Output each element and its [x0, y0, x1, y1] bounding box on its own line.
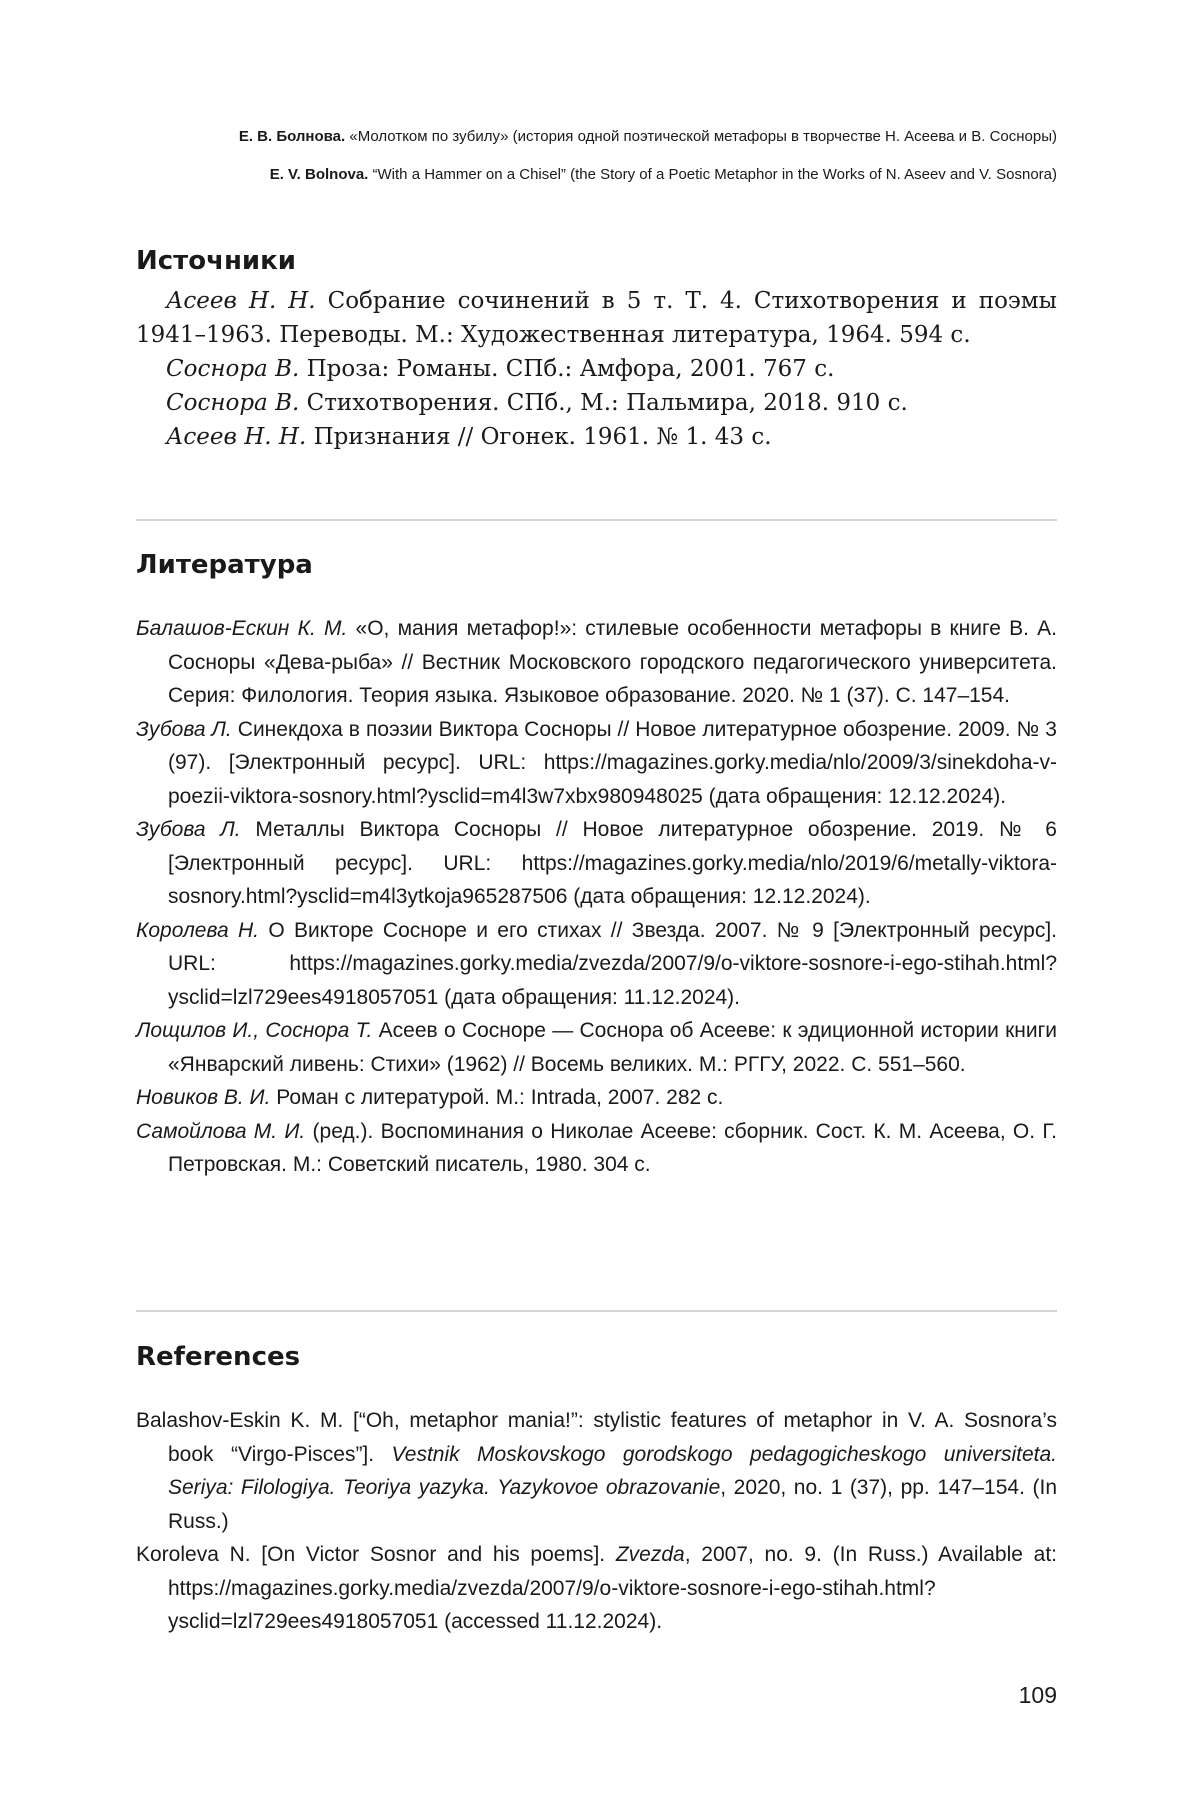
literature-author: Зубова Л. [136, 717, 232, 741]
source-text: Признания // Огонек. 1961. № 1. 43 с. [306, 424, 772, 450]
sources-list [136, 284, 1057, 454]
literature-text: (ред.). Воспоминания о Николае Асееве: сборник. Сост. К. М. Асеева, О. Г. Петровская. М.: Советский писатель, 1980. 304 с. [168, 1119, 1058, 1176]
literature-author: Новиков В. И. [136, 1086, 271, 1109]
source-entry [136, 386, 1057, 420]
running-head-title: «Молотком по зубилу» (история одной поэтической метафоры в творчестве Н. Асеева и В. Сосноры) [345, 128, 1057, 145]
literature-text: Металлы Виктора Сосноры // Новое литературное обозрение. 2019. № 6 [Электронный ресурс]. URL: https://magazines.gorky.media/nlo/2019/6/metally-viktora-sosnory.html?ysclid=m4l3ytkoja965287506 (дата обращения: 12.12.2024). [168, 818, 1057, 908]
source-entry [136, 420, 1057, 454]
reference-journal: Vestnik Moskovskogo gorodskogo pedagogicheskogo universiteta. Seriya: Filologiya. Teoriya yazyka. Yazykovoe obrazovanie [168, 1442, 1057, 1499]
reference-journal: Zvezda [615, 1543, 685, 1566]
literature-author: Королева Н. [136, 918, 259, 942]
literature-author: Зубова Л. [136, 818, 241, 841]
literature-entry [136, 1081, 1057, 1115]
reference-text: Balashov-Eskin K. M. [“Oh, metaphor mania!”: stylistic features of metaphor in V. A. Sosnora’s book “Virgo-Pisces”]. [136, 1409, 1057, 1466]
source-text: Стихотворения. СПб., М.: Пальмира, 2018. 910 с. [299, 390, 908, 416]
source-author: Асеев Н. Н. [166, 424, 307, 450]
literature-author: Самойлова М. И. [136, 1119, 306, 1143]
source-text: Проза: Романы. СПб.: Амфора, 2001. 767 с. [299, 356, 835, 382]
literature-entry [136, 914, 1057, 1015]
source-text: Собрание сочинений в 5 т. Т. 4. Стихотворения и поэмы 1941–1963. Переводы. М.: Художественная литература, 1964. 594 с. [136, 288, 1057, 348]
literature-heading: Литература [136, 550, 313, 580]
literature-text: О Викторе Сосноре и его стихах // Звезда. 2007. № 9 [Электронный ресурс]. URL: https://magazines.gorky.media/zvezda/2007/9/o-viktore-sosnore-i-ego-stihah.html?ysclid=lzl729ees4918057051 (дата обращения: 11.12.2024). [168, 918, 1057, 1009]
references-heading: References [136, 1342, 301, 1372]
literature-author: Балашов-Ескин К. М. [136, 617, 348, 640]
references-list [136, 1404, 1057, 1639]
literature-list [136, 612, 1057, 1182]
literature-text: Роман с литературой. М.: Intrada, 2007. 282 с. [270, 1086, 724, 1109]
running-head-russian [239, 128, 1057, 146]
literature-entry [136, 813, 1057, 914]
source-entry [136, 284, 1057, 352]
literature-entry [136, 1115, 1057, 1182]
literature-text: Синекдоха в поэзии Виктора Сосноры // Новое литературное обозрение. 2009. № 3 (97). [Электронный ресурс]. URL: https://magazines.gorky.media/nlo/2009/3/sinekdoha-v-poezii-viktora-sosnory.html?ysclid=m4l3w7xbx980948025 (дата обращения: 12.12.2024). [168, 717, 1057, 808]
source-author: Асеев Н. Н. [166, 288, 316, 314]
literature-author: Лощилов И., Соснора Т. [136, 1019, 373, 1042]
literature-entry [136, 612, 1057, 713]
literature-entry [136, 1014, 1057, 1081]
running-head-title: “With a Hammer on a Chisel” (the Story of a Poetic Metaphor in the Works of N. Aseev and V. Sosnora) [368, 166, 1057, 183]
section-divider [136, 519, 1057, 521]
reference-text: , 2020, no. 1 (37), pp. 147–154. (In Russ.) [168, 1476, 1058, 1533]
source-author: Соснора В. [166, 390, 300, 416]
reference-text: , 2007, no. 9. (In Russ.) Available at: https://magazines.gorky.media/zvezda/2007/9/o-viktore-sosnore-i-ego-stihah.html?ysclid=lzl729ees4918057051 (accessed 11.12.2024). [168, 1543, 1057, 1633]
running-head-author: Е. В. Болнова. [238, 128, 346, 145]
literature-text: Асеев о Сосноре — Соснора об Асееве: к эдиционной истории книги «Январский ливень: Стихи» (1962) // Восемь великих. М.: РГГУ, 2022. С. 551–560. [168, 1019, 1057, 1076]
source-entry [136, 352, 1057, 386]
literature-text: «О, мания метафор!»: стилевые особенности метафоры в книге В. А. Сосноры «Дева-рыба» // Вестник Московского городского педагогического университета. Серия: Филология. Теория языка. Языковое образование. 2020. № 1 (37). С. 147–154. [168, 617, 1057, 707]
sources-heading: Источники [136, 246, 296, 276]
running-head-english [270, 166, 1057, 184]
page-number: 109 [1018, 1682, 1057, 1708]
reference-entry [136, 1538, 1057, 1639]
reference-text: Koroleva N. [On Victor Sosnor and his poems]. [136, 1543, 616, 1566]
running-head-author: E. V. Bolnova. [269, 166, 369, 183]
literature-entry [136, 713, 1057, 814]
section-divider [136, 1310, 1057, 1312]
reference-entry [136, 1404, 1057, 1538]
source-author: Соснора В. [166, 356, 300, 382]
